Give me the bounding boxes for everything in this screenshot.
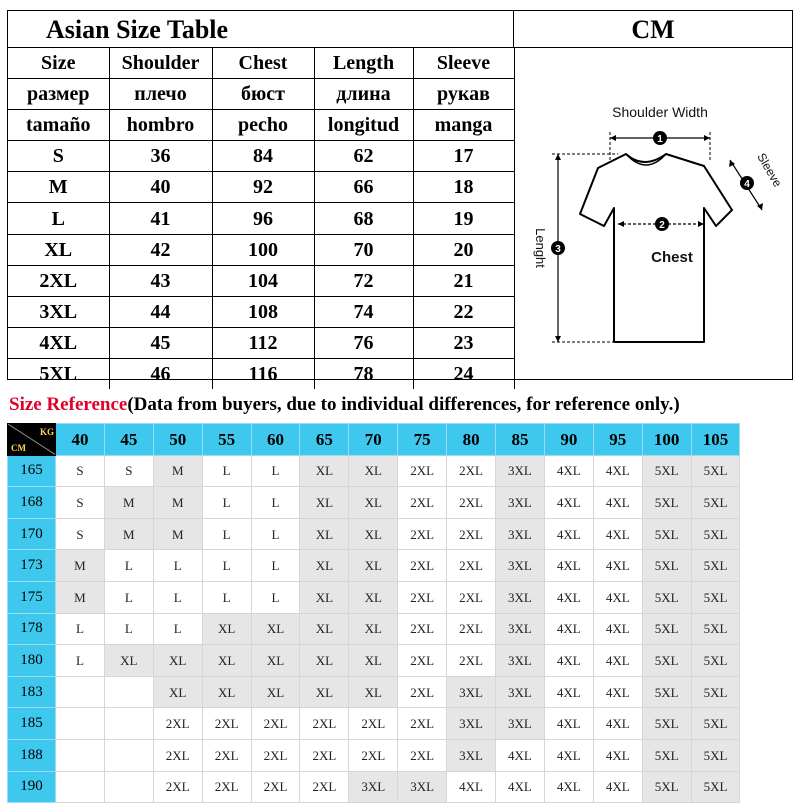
weight-header-cell: 45 <box>104 424 153 456</box>
height-row <box>8 455 740 487</box>
svg-text:4: 4 <box>744 179 750 190</box>
size-table-cell: 45 <box>109 327 212 358</box>
size-table-cell: 68 <box>314 203 413 234</box>
size-table-cell: размер <box>8 79 109 110</box>
size-table-cell: XL <box>8 234 109 265</box>
size-reference-cell: 2XL <box>447 487 496 519</box>
height-row <box>8 645 740 677</box>
size-reference-cell: 4XL <box>593 518 642 550</box>
size-table-cell: 4XL <box>8 327 109 358</box>
size-reference-cell: 5XL <box>642 676 691 708</box>
size-reference-cell: XL <box>349 581 398 613</box>
size-measurement-grid <box>8 48 515 389</box>
size-table-row <box>8 358 514 389</box>
weight-header-cell: 90 <box>544 424 593 456</box>
size-reference-cell: L <box>251 581 300 613</box>
size-reference-grid <box>7 423 740 803</box>
size-reference-cell: 5XL <box>691 645 740 677</box>
size-reference-cell: M <box>56 581 105 613</box>
size-reference-cell: 2XL <box>398 708 447 740</box>
height-row <box>8 771 740 803</box>
height-header-cell: 185 <box>8 708 56 740</box>
size-reference-cell: XL <box>349 455 398 487</box>
size-table-cell: 41 <box>109 203 212 234</box>
size-table-cell: 5XL <box>8 358 109 389</box>
size-reference-cell: 5XL <box>691 708 740 740</box>
size-reference-cell: 4XL <box>544 550 593 582</box>
weight-header-cell: 70 <box>349 424 398 456</box>
size-reference-cell: L <box>251 550 300 582</box>
weight-header-cell: 95 <box>593 424 642 456</box>
height-header-cell: 178 <box>8 613 56 645</box>
size-reference-cell: 5XL <box>642 739 691 771</box>
size-table-cell: Sleeve <box>413 48 514 79</box>
size-reference-cell: XL <box>300 487 349 519</box>
size-reference-cell: 4XL <box>544 613 593 645</box>
size-reference-cell: 3XL <box>447 708 496 740</box>
svg-text:CM: CM <box>11 443 26 453</box>
size-table-cell: 17 <box>413 141 514 172</box>
size-reference-cell: L <box>202 550 251 582</box>
size-reference-cell: 5XL <box>642 645 691 677</box>
size-reference-cell: 5XL <box>691 739 740 771</box>
size-table-cell: бюст <box>212 79 314 110</box>
size-reference-cell: 2XL <box>398 550 447 582</box>
weight-header-cell: 100 <box>642 424 691 456</box>
size-reference-cell: XL <box>349 518 398 550</box>
height-row <box>8 581 740 613</box>
size-reference-cell: 2XL <box>447 518 496 550</box>
size-reference-cell: 2XL <box>447 550 496 582</box>
size-reference-cell: 4XL <box>544 708 593 740</box>
size-table-cell: 116 <box>212 358 314 389</box>
size-table-cell: pecho <box>212 110 314 141</box>
height-row <box>8 739 740 771</box>
size-reference-cell: XL <box>300 613 349 645</box>
size-reference-cell: 2XL <box>153 739 202 771</box>
size-reference-cell: 5XL <box>691 518 740 550</box>
size-reference-cell: 5XL <box>642 581 691 613</box>
size-reference-title <box>9 394 680 416</box>
size-reference-cell: 4XL <box>593 613 642 645</box>
size-reference-cell: XL <box>153 676 202 708</box>
size-table-cell: Length <box>314 48 413 79</box>
size-reference-cell: 2XL <box>398 581 447 613</box>
size-reference-cell: L <box>153 613 202 645</box>
size-reference-cell: 4XL <box>544 739 593 771</box>
size-reference-cell: L <box>251 455 300 487</box>
size-reference-cell: 4XL <box>544 455 593 487</box>
size-reference-cell: S <box>56 518 105 550</box>
asian-size-table <box>7 10 793 385</box>
size-table-cell: manga <box>413 110 514 141</box>
size-reference-cell: L <box>202 487 251 519</box>
size-reference-note: (Data from buyers, due to individual differences, for reference only.) <box>127 394 680 415</box>
size-reference-cell: 4XL <box>593 581 642 613</box>
size-reference-cell: S <box>104 455 153 487</box>
height-row <box>8 487 740 519</box>
height-row <box>8 613 740 645</box>
size-reference-cell: XL <box>300 645 349 677</box>
size-table-cell: рукав <box>413 79 514 110</box>
size-reference-cell: L <box>251 518 300 550</box>
size-reference-cell: XL <box>202 676 251 708</box>
svg-text:2: 2 <box>659 220 665 231</box>
length-label: Lenght <box>533 228 548 268</box>
height-header-cell: 188 <box>8 739 56 771</box>
size-reference-cell: XL <box>349 676 398 708</box>
size-reference-cell: 4XL <box>496 771 545 803</box>
size-reference-cell <box>104 739 153 771</box>
size-reference-cell: 2XL <box>398 455 447 487</box>
size-reference-cell: 4XL <box>593 676 642 708</box>
size-reference-cell: 3XL <box>496 550 545 582</box>
size-reference-cell: 5XL <box>691 581 740 613</box>
size-reference-cell: 5XL <box>691 550 740 582</box>
size-reference-cell: 4XL <box>447 771 496 803</box>
size-reference-cell: 4XL <box>544 518 593 550</box>
size-reference-cell: XL <box>202 645 251 677</box>
size-reference-cell: 3XL <box>496 518 545 550</box>
size-table-row <box>8 265 514 296</box>
weight-header-cell: 60 <box>251 424 300 456</box>
size-table-cell: 19 <box>413 203 514 234</box>
size-reference-cell: 2XL <box>398 676 447 708</box>
size-reference-cell: 3XL <box>496 676 545 708</box>
size-table-cell: 23 <box>413 327 514 358</box>
size-table-cell: longitud <box>314 110 413 141</box>
size-reference-cell: 3XL <box>447 739 496 771</box>
size-table-cell: 36 <box>109 141 212 172</box>
size-reference-cell: 2XL <box>202 771 251 803</box>
size-reference-cell: 4XL <box>496 739 545 771</box>
size-table-cell: Shoulder <box>109 48 212 79</box>
size-reference-cell: M <box>153 487 202 519</box>
size-table-row <box>8 172 514 203</box>
size-reference-cell: 4XL <box>544 771 593 803</box>
size-table-cell: tamaño <box>8 110 109 141</box>
size-reference-cell: 2XL <box>398 645 447 677</box>
weight-header-cell: 40 <box>56 424 105 456</box>
size-reference-cell: 4XL <box>544 645 593 677</box>
size-reference-cell: 5XL <box>642 708 691 740</box>
weight-header-row <box>8 424 740 456</box>
size-table-cell: 100 <box>212 234 314 265</box>
size-reference-cell: 2XL <box>251 771 300 803</box>
size-reference-cell: XL <box>300 550 349 582</box>
size-table-row <box>8 234 514 265</box>
size-reference-cell: 2XL <box>251 708 300 740</box>
height-row <box>8 550 740 582</box>
size-reference-cell: 5XL <box>691 455 740 487</box>
size-reference-cell: 5XL <box>642 455 691 487</box>
size-table-cell: 74 <box>314 296 413 327</box>
weight-header-cell: 50 <box>153 424 202 456</box>
size-reference-cell: 4XL <box>593 739 642 771</box>
size-reference-cell: 2XL <box>202 739 251 771</box>
size-reference-cell: XL <box>251 613 300 645</box>
size-table-cell: 78 <box>314 358 413 389</box>
size-reference-cell: 4XL <box>593 771 642 803</box>
size-reference-cell: 4XL <box>593 455 642 487</box>
height-header-cell: 175 <box>8 581 56 613</box>
chest-label: Chest <box>651 249 693 266</box>
size-reference-cell: 4XL <box>544 581 593 613</box>
size-reference-cell: 5XL <box>642 771 691 803</box>
size-reference-cell: 3XL <box>349 771 398 803</box>
size-table-cell: 42 <box>109 234 212 265</box>
size-reference-cell: 2XL <box>398 613 447 645</box>
size-reference-cell: 2XL <box>300 771 349 803</box>
size-table-cell: 44 <box>109 296 212 327</box>
size-table-cell: L <box>8 203 109 234</box>
size-reference-cell: 3XL <box>496 487 545 519</box>
size-table-cell: длина <box>314 79 413 110</box>
size-table-cell: 24 <box>413 358 514 389</box>
size-reference-cell: 5XL <box>642 550 691 582</box>
size-reference-cell: 2XL <box>447 455 496 487</box>
size-reference-cell: 4XL <box>593 645 642 677</box>
weight-header-cell: 85 <box>496 424 545 456</box>
size-reference-cell: 4XL <box>593 487 642 519</box>
size-reference-cell: 2XL <box>153 771 202 803</box>
size-reference-cell: L <box>153 550 202 582</box>
size-reference-cell: L <box>251 487 300 519</box>
size-reference-cell: 2XL <box>349 708 398 740</box>
weight-header-cell: 105 <box>691 424 740 456</box>
size-reference-cell <box>56 708 105 740</box>
size-reference-cell: 4XL <box>593 550 642 582</box>
weight-header-cell: 80 <box>447 424 496 456</box>
height-row <box>8 708 740 740</box>
size-table-cell: M <box>8 172 109 203</box>
size-table-cell: 96 <box>212 203 314 234</box>
weight-header-cell: 75 <box>398 424 447 456</box>
size-reference-cell: XL <box>349 613 398 645</box>
sleeve-label: Sleeve <box>754 150 785 190</box>
size-reference-cell <box>104 708 153 740</box>
size-reference-cell: 2XL <box>349 739 398 771</box>
size-reference-cell: 2XL <box>398 739 447 771</box>
size-table-cell: 66 <box>314 172 413 203</box>
size-reference-cell: 5XL <box>642 487 691 519</box>
size-reference-cell: XL <box>349 550 398 582</box>
size-reference-cell: 2XL <box>398 518 447 550</box>
size-reference-cell: 4XL <box>593 708 642 740</box>
size-reference-cell <box>104 771 153 803</box>
size-table-unit: CM <box>514 11 792 48</box>
size-reference-cell: M <box>56 550 105 582</box>
height-header-cell: 165 <box>8 455 56 487</box>
size-reference-cell: 2XL <box>153 708 202 740</box>
tshirt-outline <box>580 154 732 342</box>
size-reference-cell: XL <box>300 676 349 708</box>
size-table-header-row <box>8 48 514 79</box>
size-reference-cell: S <box>56 455 105 487</box>
svg-text:KG: KG <box>40 427 55 437</box>
size-table-cell: 76 <box>314 327 413 358</box>
size-table-cell: 72 <box>314 265 413 296</box>
svg-text:3: 3 <box>555 244 561 255</box>
size-reference-cell: 2XL <box>447 581 496 613</box>
size-table-header-row <box>8 79 514 110</box>
size-table-cell: 112 <box>212 327 314 358</box>
size-reference-cell: 2XL <box>447 613 496 645</box>
size-reference-cell: 5XL <box>642 518 691 550</box>
size-reference-cell: 3XL <box>496 455 545 487</box>
size-table-title: Asian Size Table <box>8 11 514 48</box>
size-reference-cell: XL <box>300 518 349 550</box>
height-row <box>8 676 740 708</box>
size-reference-cell: XL <box>251 645 300 677</box>
size-reference-cell <box>56 676 105 708</box>
size-reference-cell: 3XL <box>496 581 545 613</box>
weight-header-cell: 65 <box>300 424 349 456</box>
size-reference-cell: L <box>202 581 251 613</box>
size-reference-cell: M <box>104 518 153 550</box>
size-reference-cell: 2XL <box>202 708 251 740</box>
height-header-cell: 173 <box>8 550 56 582</box>
size-reference-cell: XL <box>202 613 251 645</box>
weight-header-cell: 55 <box>202 424 251 456</box>
size-table-cell: 62 <box>314 141 413 172</box>
size-table-cell: S <box>8 141 109 172</box>
size-reference-cell: 5XL <box>691 613 740 645</box>
size-reference-cell <box>56 771 105 803</box>
size-reference-cell: 3XL <box>447 676 496 708</box>
size-reference-cell: 2XL <box>251 739 300 771</box>
size-table-cell: hombro <box>109 110 212 141</box>
size-reference-cell: L <box>104 550 153 582</box>
size-table-row <box>8 296 514 327</box>
height-header-cell: 170 <box>8 518 56 550</box>
size-table-cell: плечо <box>109 79 212 110</box>
size-reference-cell: L <box>202 518 251 550</box>
size-reference-cell: L <box>104 581 153 613</box>
size-reference-cell: XL <box>251 676 300 708</box>
cm-kg-corner-cell <box>8 424 56 456</box>
size-table-cell: Size <box>8 48 109 79</box>
size-table-cell: 3XL <box>8 296 109 327</box>
height-header-cell: 168 <box>8 487 56 519</box>
size-reference-cell: L <box>56 645 105 677</box>
size-reference-cell: 3XL <box>496 645 545 677</box>
size-table-cell: 18 <box>413 172 514 203</box>
size-table-row <box>8 203 514 234</box>
height-header-cell: 180 <box>8 645 56 677</box>
size-reference-cell: 5XL <box>691 487 740 519</box>
size-reference-cell <box>104 676 153 708</box>
size-table-cell: 20 <box>413 234 514 265</box>
size-table-cell: 22 <box>413 296 514 327</box>
size-table-cell: 2XL <box>8 265 109 296</box>
height-row <box>8 518 740 550</box>
size-table-cell: 104 <box>212 265 314 296</box>
size-reference-cell: XL <box>300 581 349 613</box>
size-table-cell: 21 <box>413 265 514 296</box>
size-table-cell: Chest <box>212 48 314 79</box>
size-reference-cell: XL <box>300 455 349 487</box>
size-reference-cell <box>56 739 105 771</box>
size-reference-cell: 5XL <box>642 613 691 645</box>
size-reference-cell: M <box>153 455 202 487</box>
size-reference-cell: 5XL <box>691 676 740 708</box>
size-reference-cell: L <box>104 613 153 645</box>
size-reference-cell: L <box>56 613 105 645</box>
size-reference-cell: 2XL <box>398 487 447 519</box>
size-table-cell: 108 <box>212 296 314 327</box>
size-reference-cell: L <box>202 455 251 487</box>
size-reference-cell: XL <box>349 645 398 677</box>
size-table-cell: 40 <box>109 172 212 203</box>
size-table-cell: 92 <box>212 172 314 203</box>
size-reference-cell: XL <box>104 645 153 677</box>
size-reference-cell: XL <box>349 487 398 519</box>
svg-text:1: 1 <box>657 134 663 145</box>
shoulder-width-label: Shoulder Width <box>612 104 708 120</box>
size-reference-cell: 3XL <box>398 771 447 803</box>
size-table-row <box>8 327 514 358</box>
size-table-row <box>8 141 514 172</box>
size-reference-cell: 2XL <box>300 708 349 740</box>
size-reference-cell: S <box>56 487 105 519</box>
size-reference-heading: Size Reference <box>9 394 128 415</box>
size-reference-cell: M <box>153 518 202 550</box>
size-table-cell: 43 <box>109 265 212 296</box>
height-header-cell: 190 <box>8 771 56 803</box>
size-reference-cell: 4XL <box>544 487 593 519</box>
size-table-cell: 46 <box>109 358 212 389</box>
size-reference-cell: M <box>104 487 153 519</box>
size-table-header-row <box>8 110 514 141</box>
size-reference-cell: 3XL <box>496 708 545 740</box>
size-reference-cell: 2XL <box>447 645 496 677</box>
size-reference-cell: 2XL <box>300 739 349 771</box>
size-reference-cell: 5XL <box>691 771 740 803</box>
size-table-cell: 70 <box>314 234 413 265</box>
size-table-cell: 84 <box>212 141 314 172</box>
size-reference-cell: 4XL <box>544 676 593 708</box>
size-reference-cell: L <box>153 581 202 613</box>
tshirt-measurement-diagram <box>514 48 792 379</box>
size-reference-cell: 3XL <box>496 613 545 645</box>
size-reference-cell: XL <box>153 645 202 677</box>
height-header-cell: 183 <box>8 676 56 708</box>
